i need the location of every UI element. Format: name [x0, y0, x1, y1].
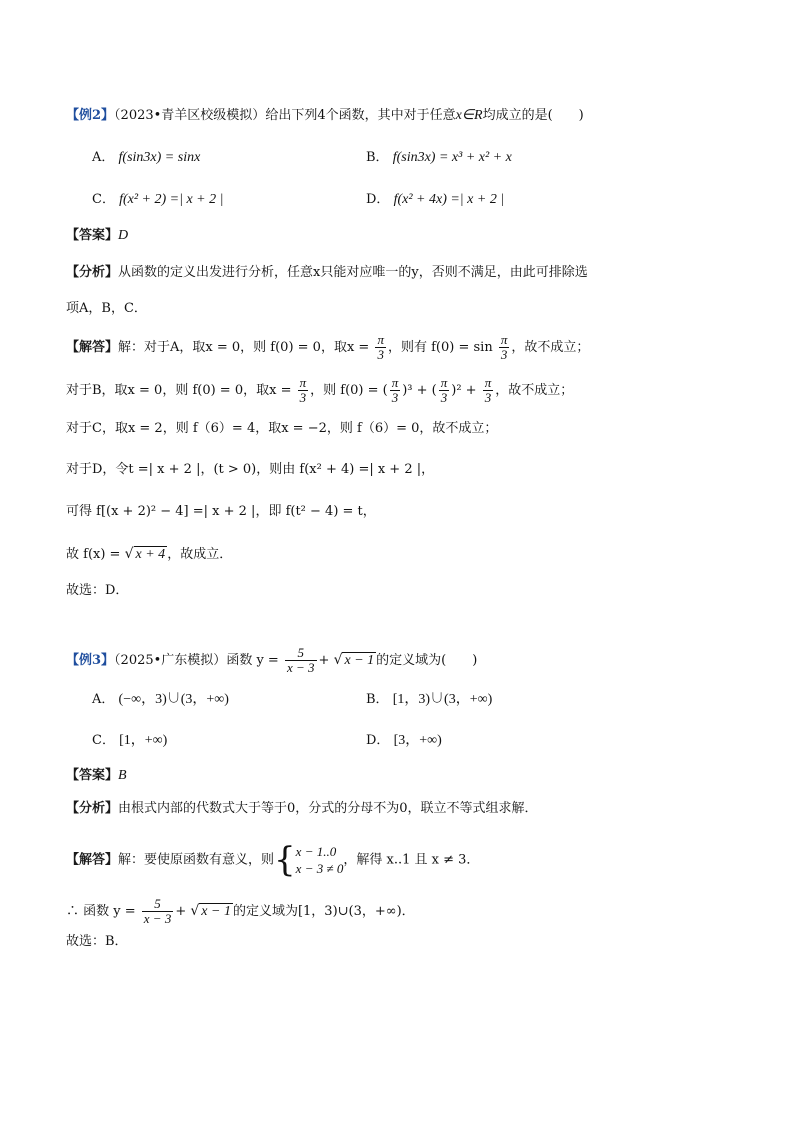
ex3-option-a-expr: (−∞，3)∪(3，+∞)	[118, 692, 229, 707]
ex3-solution-line-3	[66, 932, 128, 952]
ex3-stem	[66, 646, 477, 675]
ex2-sol-2b: ，则 f(0) = (	[310, 383, 388, 398]
ex2-option-d	[366, 190, 504, 210]
ex2-sol-1b: ，则有 f(0) = sin	[387, 340, 493, 355]
ex3-answer-value: B	[118, 768, 127, 783]
ex3-source: （2025•广东模拟）	[114, 653, 227, 668]
ex3-option-d	[366, 731, 442, 751]
five-over-x-minus-3-fraction: $\frac{5}{x - 3}$	[286, 645, 315, 675]
five-over-x-minus-3-fraction: $\frac{5}{x - 3}$	[143, 896, 172, 926]
ex2-stem-var: x∈R	[455, 108, 483, 123]
ex2-sol-6c: ，故成立．	[167, 547, 233, 562]
ex3-tag: 【例3】	[66, 653, 115, 668]
ex3-sol-1b: ，解得 x..1 且 x ≠ 3．	[343, 852, 480, 868]
sqrt-icon: √	[124, 546, 134, 562]
ex3-answer	[66, 766, 127, 786]
ex2-stem-text: 给出下列4个函数，其中对于任意	[265, 108, 456, 123]
ex2-sol-3: 对于C，取x = 2，则 f（6）= 4，取x = −2，则 f（6）= 0，故不成立；	[66, 421, 498, 436]
ex2-sol-1a: 解：对于A，取x = 0，则 f(0) = 0，取x =	[118, 340, 370, 355]
ex2-sol-2e: ，故不成立；	[495, 383, 574, 398]
pi-over-3-fraction: $\frac{\pi}{3}$	[391, 375, 399, 405]
pi-over-3-fraction: $\frac{\pi}{3}$	[500, 332, 508, 362]
ex3-stem-b: 的定义域为( )	[376, 653, 478, 668]
ex2-solution-line-1	[66, 333, 589, 362]
ex3-option-b-expr: [1，3)∪(3，+∞)	[392, 692, 493, 707]
ex3-analysis	[66, 799, 538, 819]
ex3-radicand: x − 1	[344, 653, 375, 668]
ex3-plus: +	[175, 904, 187, 919]
ex2-sol-2c: )³ + (	[402, 383, 437, 398]
ex3-stem-a: 函数 y =	[226, 653, 279, 668]
ex2-answer	[66, 226, 128, 246]
ex3-plus: +	[318, 653, 330, 668]
ex3-option-d-expr: [3，+∞)	[393, 733, 442, 748]
ex2-solution-line-4	[66, 460, 434, 480]
ex2-stem	[66, 106, 584, 126]
ex3-option-b-label: B．	[366, 692, 389, 707]
ex2-tag: 【例2】	[66, 108, 115, 123]
ex2-solution-line-7	[66, 581, 128, 601]
left-brace-icon: {	[274, 840, 296, 880]
ex2-solution-tag: 【解答】	[66, 340, 119, 355]
ex2-analysis-text-1: 从函数的定义出发进行分析，任意x只能对应唯一的y，否则不满足，由此可排除选	[118, 265, 588, 280]
ex2-sol-5: 可得 f[(x + 2)² − 4] =| x + 2 |，即 f(t² − 4) = t，	[66, 504, 376, 519]
sqrt-icon: √	[333, 652, 343, 668]
ex3-option-a	[92, 690, 229, 710]
ex2-sol-7: 故选：D．	[66, 583, 129, 598]
ex2-option-b-expr: f(sin3x) = x³ + x² + x	[392, 150, 512, 165]
ex2-solution-line-5	[66, 502, 376, 522]
ex2-solution-line-2	[66, 376, 573, 405]
ex3-sol-1a: 解：要使原函数有意义，则	[118, 852, 275, 868]
sqrt-icon: √	[190, 903, 200, 919]
ex2-answer-value: D	[118, 228, 129, 243]
ex3-option-b	[366, 690, 492, 710]
ex2-stem-tail: 均成立的是( )	[482, 108, 584, 123]
ex2-sol-6-radicand: x + 4	[135, 547, 166, 562]
ex2-sol-4: 对于D，令t =| x + 2 |，(t > 0)，则由 f(x² + 4) =| x + 2 |，	[66, 462, 435, 477]
ex3-option-c-label: C．	[92, 733, 115, 748]
ex2-option-a-expr: f(sin3x) = sinx	[118, 150, 201, 165]
ex2-option-d-expr: f(x² + 4x) =| x + 2 |	[393, 192, 505, 207]
ex3-option-a-label: A．	[92, 692, 115, 707]
ex2-option-a-label: A．	[92, 150, 115, 165]
ex2-answer-tag: 【答案】	[66, 228, 119, 243]
ex2-option-a	[92, 148, 200, 168]
ex2-sol-1c: ，故不成立；	[511, 340, 590, 355]
ex3-option-c-expr: [1，+∞)	[119, 733, 168, 748]
ex2-option-b-label: B．	[366, 150, 389, 165]
ex2-analysis-text-2: 项A，B，C．	[66, 301, 147, 316]
pi-over-3-fraction: $\frac{\pi}{3}$	[440, 375, 448, 405]
ex3-solution-tag: 【解答】	[66, 852, 119, 868]
ex2-option-d-label: D．	[366, 192, 390, 207]
ex3-sol-3: 故选：B．	[66, 934, 128, 949]
ex3-answer-tag: 【答案】	[66, 768, 119, 783]
pi-over-3-fraction: $\frac{\pi}{3}$	[377, 332, 384, 362]
ex2-option-c-label: C．	[92, 192, 115, 207]
ex2-analysis-line-1	[66, 263, 588, 283]
ex2-analysis-line-2	[66, 299, 147, 319]
ex2-sol-2a: 对于B，取x = 0，则 f(0) = 0，取x =	[66, 383, 292, 398]
ex2-option-b	[366, 148, 512, 168]
ex2-source: （2023•青羊区校级模拟）	[114, 108, 266, 123]
ex3-option-d-label: D．	[366, 733, 390, 748]
ex2-solution-line-3	[66, 419, 497, 439]
ex3-solution-line-2	[66, 897, 415, 926]
pi-over-3-fraction: $\frac{\pi}{3}$	[484, 375, 492, 405]
pi-over-3-fraction: $\frac{\pi}{3}$	[299, 375, 307, 405]
ex2-option-c	[92, 190, 223, 210]
ex2-solution-line-6	[66, 544, 232, 565]
ex3-sol-2b: 的定义域为[1，3)∪(3，+∞)．	[232, 904, 415, 919]
ex3-option-c	[92, 731, 167, 751]
ex3-analysis-text: 由根式内部的代数式大于等于0，分式的分母不为0，联立不等式组求解．	[118, 801, 538, 816]
ex2-analysis-tag: 【分析】	[66, 265, 119, 280]
ex3-sol-2a: ∴ 函数 y =	[66, 904, 136, 919]
inequality-system: x − 1..0 x − 3 ≠ 0	[295, 844, 344, 876]
ex3-solution-line-1	[66, 840, 480, 880]
ex3-radicand: x − 1	[201, 904, 231, 919]
ex2-option-c-expr: f(x² + 2) =| x + 2 |	[119, 192, 224, 207]
ex2-sol-6a: 故 f(x) =	[66, 547, 121, 562]
ex2-sol-2d: )² +	[451, 383, 477, 398]
ex3-analysis-tag: 【分析】	[66, 801, 119, 816]
